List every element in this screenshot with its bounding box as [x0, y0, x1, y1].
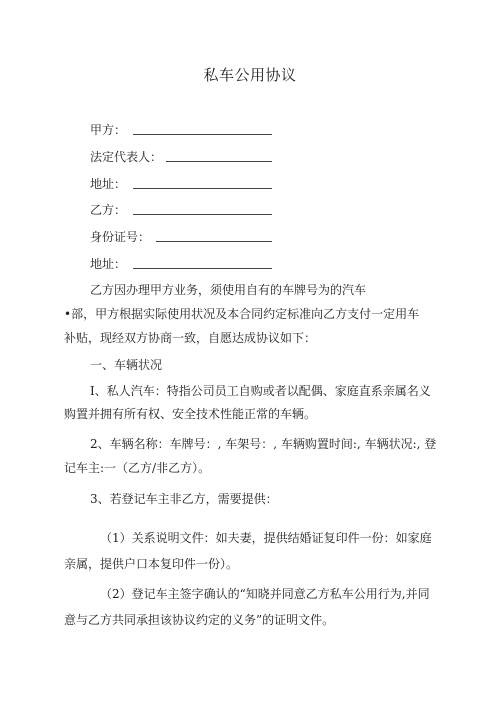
party-a-field [90, 121, 126, 139]
document-title: 私车公用协议 [203, 66, 297, 84]
legal-representative-label: 法定代表人： [90, 150, 163, 164]
body-line-13: 意与乙方共同承担该协议约定的义务”的证明文件。 [64, 613, 335, 627]
body-line-12: （2）登记车主签字确认的“知晓并同意乙方私车公用行为,并同 [100, 587, 430, 601]
body-line-3: 补贴，现经双方协商一致，自愿达成协议如下： [64, 331, 317, 345]
body-line-9: 3、若登记车主非乙方，需要提供： [90, 492, 278, 506]
party-b-field [90, 201, 126, 219]
body-line-5: I、私人汽车：特指公司员工自购或者以配偶、家庭直系亲属名义 [90, 384, 431, 398]
party-b-address-field [90, 255, 126, 273]
section-heading-vehicle: 一、车辆状况 [90, 358, 163, 372]
party-b-label: 乙方： [90, 203, 127, 217]
legal-representative-field [90, 148, 162, 166]
body-line-11: 亲属，提供户口本复印件一份）。 [64, 557, 239, 571]
body-line-10: （1）关系说明文件：如夫妻，提供结婚证复印件一份：如家庭 [100, 531, 432, 545]
body-line-2: •部，甲方根据实际使用状况及本合同约定标准向乙方支付一定用车 [64, 307, 420, 321]
body-line-1: 乙方因办理甲方业务，须使用自有的车牌号为的汽车 [90, 283, 367, 297]
party-a-blank[interactable] [133, 134, 272, 135]
party-b-address-blank[interactable] [133, 268, 272, 269]
id-number-label: 身份证号： [90, 230, 151, 244]
party-b-blank[interactable] [133, 214, 272, 215]
party-a-label: 甲方： [90, 123, 127, 137]
body-line-8: 记车主:一（乙方/非乙方）。 [64, 461, 211, 475]
body-line-7: 2、车辆名称：车牌号：, 车架号：, 车辆购置时间:, 车辆状况:, 登 [90, 437, 437, 451]
party-b-address-label: 地址： [90, 257, 127, 271]
legal-representative-blank[interactable] [166, 161, 272, 162]
id-number-blank[interactable] [156, 241, 272, 242]
party-a-address-label: 地址： [90, 177, 127, 191]
id-number-field [90, 228, 150, 246]
party-a-address-field [90, 175, 126, 193]
body-line-6: 购置并拥有所有权、安全技术性能正常的车辆。 [64, 407, 317, 421]
party-a-address-blank[interactable] [133, 188, 272, 189]
